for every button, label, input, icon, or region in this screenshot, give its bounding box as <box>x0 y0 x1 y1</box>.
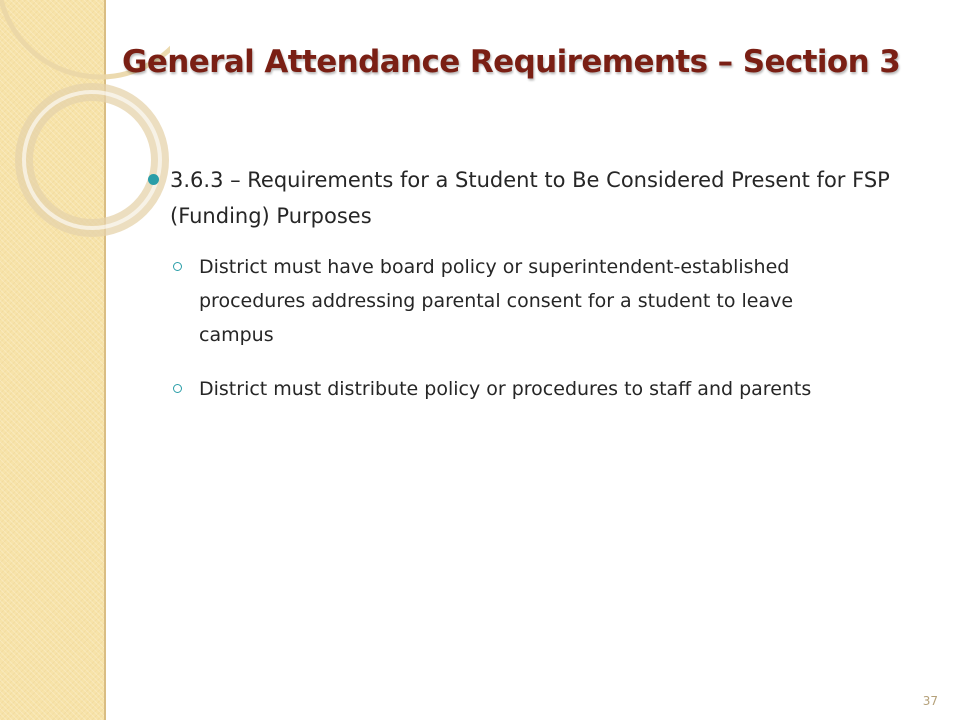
ring-bullet-icon <box>173 262 182 271</box>
page-number: 37 <box>922 694 938 708</box>
slide-content <box>148 162 908 426</box>
slide-title: General Attendance Requirements – Section 3 <box>122 44 901 80</box>
sub-bullet-text: District must distribute policy or procedures to staff and parents <box>199 378 812 400</box>
sub-bullet-list <box>148 250 908 406</box>
bullet-item <box>148 162 908 234</box>
bullet-text: 3.6.3 – Requirements for a Student to Be Considered Present for FSP (Funding) Purposes <box>170 168 890 228</box>
filled-circle-bullet-icon <box>148 174 159 185</box>
ring-bullet-icon <box>173 384 182 393</box>
decorative-side-band <box>0 0 106 720</box>
sub-bullet-item <box>173 372 859 406</box>
sub-bullet-item <box>173 250 859 352</box>
sub-bullet-text: District must have board policy or superintendent-established procedures addressing parental consent for a student to leave campus <box>199 256 794 346</box>
